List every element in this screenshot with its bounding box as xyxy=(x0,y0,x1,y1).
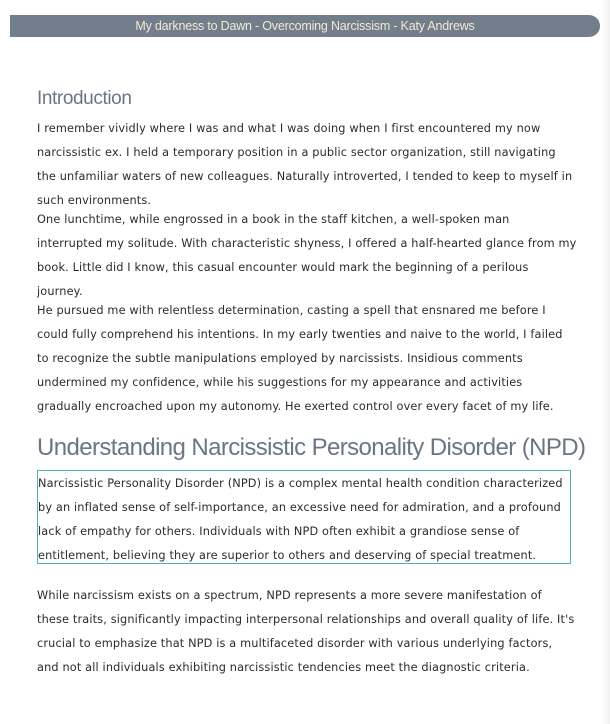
npd-paragraph-2: While narcissism exists on a spectrum, NPD represents a more severe manifestation of these traits, significantly impacting interpersonal relationships and overall quality of life. It's crucial to emphasize that NPD is a multifaceted disorder with various underlying factors, and not all individuals exhibiting narcissistic tendencies meet the diagnostic criteria. xyxy=(37,589,575,674)
document-header-bar xyxy=(10,15,600,37)
intro-paragraph-1: I remember vividly where I was and what I was doing when I first encountered my now narcissistic ex. I held a temporary position in a public sector organization, still navigating the unfamiliar waters of new colleagues. Naturally introverted, I tended to keep to myself in such environments. xyxy=(37,122,573,207)
document-title: My darkness to Dawn - Overcoming Narcissism - Katy Andrews xyxy=(135,19,475,33)
introduction-heading: Introduction xyxy=(37,88,132,109)
intro-paragraph-3: He pursued me with relentless determination, casting a spell that ensnared me before I could fully comprehend his intentions. In my early twenties and naive to the world, I failed to recognize the subtle manipulations employed by narcissists. Insidious comments undermined my confidence, while his suggestions for my appearance and activities gradually encroached upon my autonomy. He exerted control over every facet of my life. xyxy=(37,304,563,413)
page-edge-shadow xyxy=(602,0,610,724)
intro-paragraph-2: One lunchtime, while engrossed in a book in the staff kitchen, a well-spoken man interrupted my solitude. With characteristic shyness, I offered a half-hearted glance from my book. Little did I know, this casual encounter would mark the beginning of a perilous journey. xyxy=(37,213,577,298)
npd-paragraph-1-selected[interactable]: Narcissistic Personality Disorder (NPD) is a complex mental health condition characterized by an inflated sense of self-importance, an excessive need for admiration, and a profound lack of empathy for others. Individuals with NPD often exhibit a grandiose sense of entitlement, believing they are superior to others and deserving of special treatment. xyxy=(37,470,571,564)
npd-heading: Understanding Narcissistic Personality Disorder (NPD) xyxy=(37,434,586,461)
